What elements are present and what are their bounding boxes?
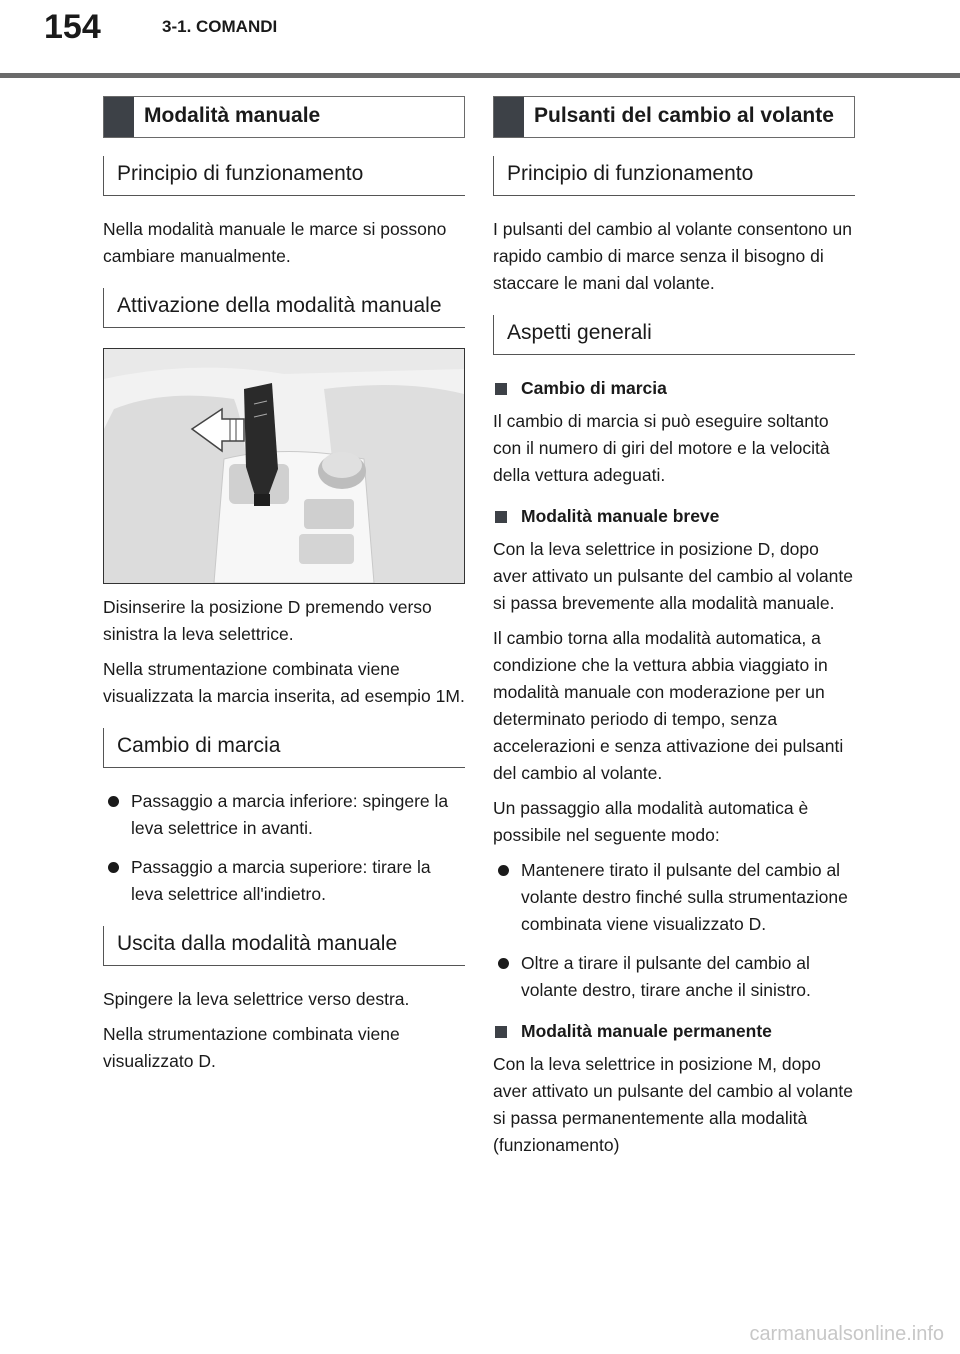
subheading-principle: Principio di funzionamento xyxy=(103,156,465,196)
left-column xyxy=(103,96,465,1083)
square-heading: Modalità manuale permanente xyxy=(493,1018,855,1045)
subheading-activation: Attivazione della modalità manuale xyxy=(103,288,465,328)
title-bar-accent xyxy=(104,97,134,137)
subheading-principle: Principio di funzionamento xyxy=(493,156,855,196)
header-rule xyxy=(0,73,960,78)
square-bullet-icon xyxy=(495,511,507,523)
paragraph: Il cambio torna alla modalità automatica, a condizione che la vettura abbia viaggiato in modalità manuale con moderazione per un determinato periodo di tempo, senza accelerazioni e senza attivazione dei pulsanti del cambio al volante. xyxy=(493,628,844,783)
list-item: Passaggio a marcia superiore: tirare la leva selettrice all'indietro. xyxy=(103,854,465,908)
bullet-icon xyxy=(108,862,119,873)
bullet-list xyxy=(103,788,465,908)
square-bullet-icon xyxy=(495,1026,507,1038)
subheading-gear-change: Cambio di marcia xyxy=(103,728,465,768)
left-title-box xyxy=(103,96,465,138)
bullet-icon xyxy=(108,796,119,807)
list-item: Passaggio a marcia inferiore: spingere la leva selettrice in avanti. xyxy=(103,788,465,842)
list-item: Oltre a tirare il pulsante del cambio al volante destro, tirare anche il sinistro. xyxy=(493,950,855,1004)
square-heading: Modalità manuale breve xyxy=(493,503,855,530)
right-title-box xyxy=(493,96,855,138)
bullet-icon xyxy=(498,958,509,969)
paragraph: Spingere la leva selettrice verso destra. xyxy=(103,989,410,1009)
paragraph: Nella strumentazione combinata viene visualizzato D. xyxy=(103,1024,400,1071)
watermark: carmanualsonline.info xyxy=(749,1323,944,1345)
left-title: Modalità manuale xyxy=(144,104,321,127)
section-label: 3-1. COMANDI xyxy=(162,17,278,36)
bullet-list xyxy=(493,857,855,1004)
paragraph: Con la leva selettrice in posizione M, dopo aver attivato un pulsante del cambio al volante si passa permanentemente alla modalità (funzionamento) xyxy=(493,1054,853,1155)
subheading-exit: Uscita dalla modalità manuale xyxy=(103,926,465,966)
paragraph: Disinserire la posizione D premendo verso sinistra la leva selettrice. xyxy=(103,597,432,644)
list-item: Mantenere tirato il pulsante del cambio al volante destro finché sulla strumentazione combinata viene visualizzato D. xyxy=(493,857,855,938)
square-bullet-icon xyxy=(495,383,507,395)
right-column xyxy=(493,96,855,1167)
paragraph: Il cambio di marcia si può eseguire soltanto con il numero di giri del motore e la velocità della vettura adeguati. xyxy=(493,411,830,485)
gear-selector-illustration xyxy=(103,348,465,584)
subheading-general: Aspetti generali xyxy=(493,315,855,355)
paragraph: I pulsanti del cambio al volante consentono un rapido cambio di marce senza il bisogno di staccare le mani dal volante. xyxy=(493,219,852,293)
paragraph: Un passaggio alla modalità automatica è possibile nel seguente modo: xyxy=(493,798,809,845)
page-number: 154 xyxy=(44,8,101,46)
paragraph: Nella strumentazione combinata viene visualizzata la marcia inserita, ad esempio 1M. xyxy=(103,659,465,706)
bullet-icon xyxy=(498,865,509,876)
gear-selector-drawing xyxy=(104,349,464,583)
paragraph: Nella modalità manuale le marce si possono cambiare manualmente. xyxy=(103,219,447,266)
square-heading: Cambio di marcia xyxy=(493,375,855,402)
title-bar-accent xyxy=(494,97,524,137)
paragraph: Con la leva selettrice in posizione D, dopo aver attivato un pulsante del cambio al volante si passa brevemente alla modalità manuale. xyxy=(493,539,853,613)
right-title: Pulsanti del cambio al volante xyxy=(534,104,834,127)
